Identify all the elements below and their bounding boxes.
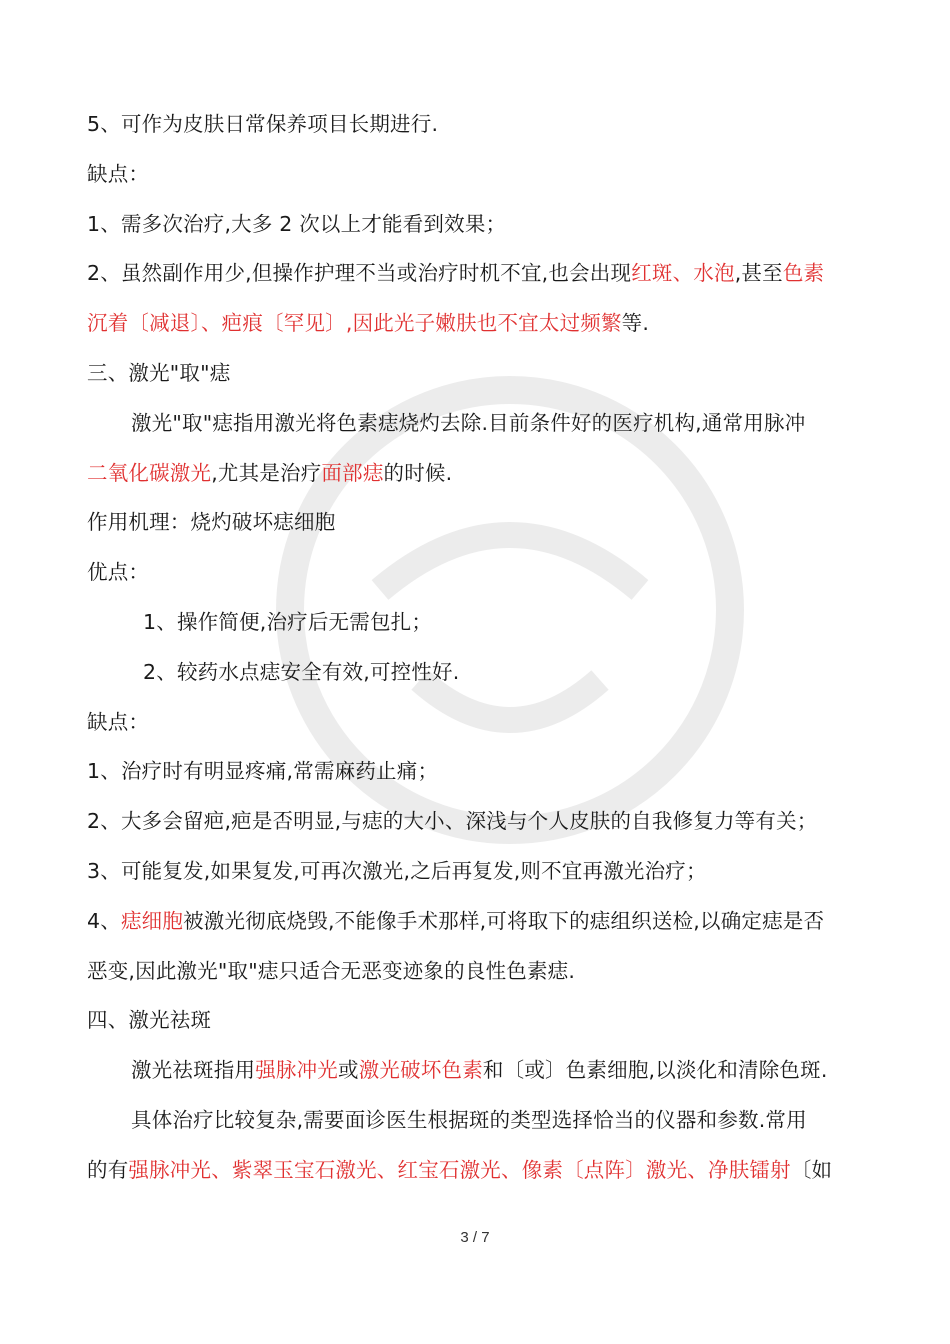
highlighted-text: 二氧化碳激光: [87, 460, 212, 485]
text-line: [87, 200, 867, 250]
body-text: 缺点：: [87, 709, 150, 734]
body-text: 5、可作为皮肤日常保养项目长期进行.: [87, 112, 439, 136]
body-text: ,甚至: [734, 261, 783, 286]
body-text: 1、需多次治疗,大多 2 次以上才能看到效果；: [87, 211, 507, 236]
highlighted-text: 沉着〔减退〕、疤痕〔罕见〕,因此光子嫩肤也不宜太过频繁: [87, 311, 622, 336]
body-text: 的有: [87, 1157, 129, 1182]
body-text: 1、操作简便,治疗后无需包扎；: [143, 609, 433, 634]
text-line: [87, 747, 867, 797]
body-text: 三、激光"取"痣: [87, 360, 231, 385]
body-text: 等.: [621, 311, 650, 336]
body-text: 和〔或〕色素细胞,以淡化和清除色斑.: [482, 1058, 828, 1083]
body-text: 的时候.: [383, 460, 453, 485]
text-line: [87, 399, 867, 449]
document-body: [87, 100, 867, 1196]
text-line: [87, 1146, 867, 1196]
highlighted-text: 面部痣: [321, 460, 384, 485]
text-line: [87, 449, 867, 499]
text-line: [87, 1096, 867, 1146]
body-text: ,尤其是治疗: [211, 460, 322, 485]
text-line: [87, 249, 867, 299]
text-line: [87, 548, 867, 598]
highlighted-text: 色素: [782, 261, 825, 286]
body-text: 被激光彻底烧毁,不能像手术那样,可将取下的痣组织送检,以确定痣是否: [183, 908, 825, 933]
body-text: 2、虽然副作用少,但操作护理不当或治疗时机不宜,也会出现: [87, 261, 632, 286]
body-text: 优点：: [87, 560, 150, 585]
highlighted-text: 强脉冲光: [255, 1058, 339, 1083]
body-text: 4、: [87, 908, 121, 933]
text-line: [87, 648, 867, 698]
text-line: [87, 897, 867, 947]
body-text: 四、激光祛斑: [87, 1008, 212, 1033]
body-text: 2、较药水点痣安全有效,可控性好.: [143, 659, 460, 684]
text-line: [87, 299, 867, 349]
page-number: 3 / 7: [460, 1229, 490, 1246]
body-text: 作用机理：烧灼破坏痣细胞: [87, 510, 336, 535]
highlighted-text: 红斑、水泡: [631, 261, 735, 286]
text-line: [87, 996, 867, 1046]
body-text: 激光祛斑指用: [131, 1058, 256, 1083]
text-line: [87, 598, 867, 648]
text-line: [87, 847, 867, 897]
text-line: [87, 1046, 867, 1096]
text-line: [87, 100, 867, 150]
text-line: [87, 498, 867, 548]
highlighted-text: 强脉冲光、紫翠玉宝石激光、红宝石激光、像素〔点阵〕激光、净肤镭射: [128, 1157, 791, 1182]
body-text: 具体治疗比较复杂,需要面诊医生根据斑的类型选择恰当的仪器和参数.常用: [131, 1107, 807, 1132]
text-line: [87, 698, 867, 748]
body-text: 3、可能复发,如果复发,可再次激光,之后再复发,则不宜再激光治疗；: [87, 858, 707, 883]
body-text: 缺点：: [87, 161, 150, 186]
body-text: 〔如: [790, 1157, 833, 1182]
text-line: [87, 349, 867, 399]
body-text: 恶变,因此激光"取"痣只适合无恶变迹象的良性色素痣.: [87, 958, 576, 983]
body-text: 1、治疗时有明显疼痛,常需麻药止痛；: [87, 759, 439, 784]
body-text: 激光"取"痣指用激光将色素痣烧灼去除.目前条件好的医疗机构,通常用脉冲: [131, 410, 806, 435]
body-text: 2、大多会留疤,疤是否明显,与痣的大小、深浅与个人皮肤的自我修复力等有关；: [87, 809, 818, 834]
text-line: [87, 947, 867, 997]
body-text: 或: [338, 1058, 359, 1083]
text-line: [87, 797, 867, 847]
highlighted-text: 痣细胞: [120, 908, 184, 933]
text-line: [87, 150, 867, 200]
highlighted-text: 激光破坏色素: [358, 1058, 483, 1083]
